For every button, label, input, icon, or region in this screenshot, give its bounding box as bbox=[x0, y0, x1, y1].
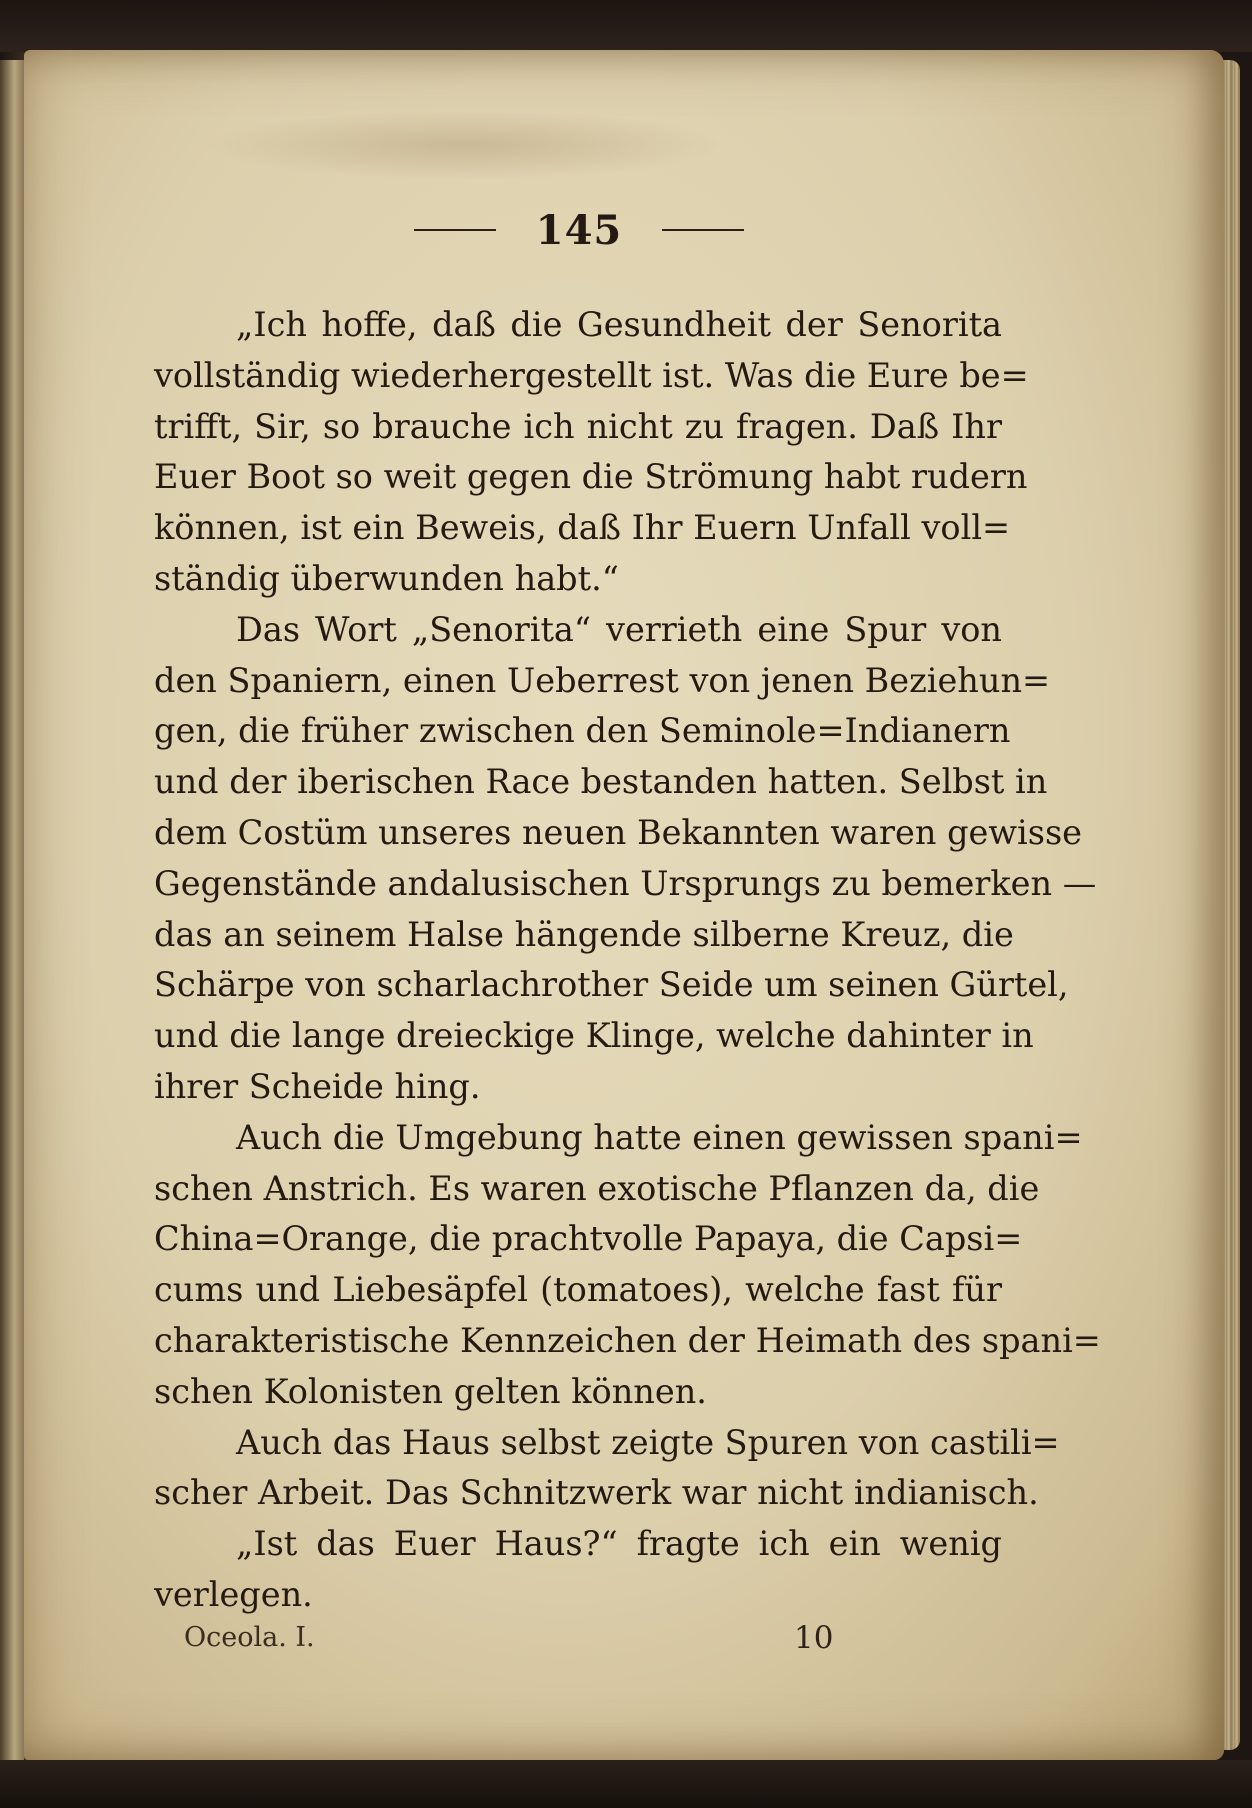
body-text bbox=[154, 300, 1101, 1621]
text-line: charakteristische Kennzeichen der Heimath des spani= bbox=[154, 1320, 1101, 1360]
text-line: cums und Liebesäpfel (tomatoes), welche fast für bbox=[154, 1270, 1002, 1310]
text-line: scher Arbeit. Das Schnitzwerk war nicht indianisch. bbox=[154, 1473, 1039, 1513]
text-line: schen Kolonisten gelten können. bbox=[154, 1371, 707, 1411]
scan-top-band bbox=[0, 0, 1252, 52]
text-line: ihrer Scheide hing. bbox=[154, 1066, 481, 1106]
text-line: verlegen. bbox=[154, 1574, 313, 1614]
text-line: China=Orange, die prachtvolle Papaya, die Capsi= bbox=[154, 1219, 1023, 1259]
book-page bbox=[24, 50, 1224, 1760]
text-line: Auch die Umgebung hatte einen gewissen spani= bbox=[236, 1117, 1083, 1157]
paper-stain bbox=[204, 110, 724, 180]
text-line: den Spaniern, einen Ueberrest von jenen Beziehun= bbox=[154, 660, 1051, 700]
page-header bbox=[24, 200, 1134, 260]
text-line: trifft, Sir, so brauche ich nicht zu fragen. Daß Ihr bbox=[154, 406, 1002, 446]
sheet-number: 10 bbox=[794, 1620, 834, 1656]
text-line: können, ist ein Beweis, daß Ihr Euern Unfall voll= bbox=[154, 508, 1011, 548]
text-line: Euer Boot so weit gegen die Strömung habt rudern bbox=[154, 457, 1028, 497]
text-line: Das Wort „Senorita“ verrieth eine Spur von bbox=[236, 609, 1002, 649]
text-line: und der iberischen Race bestanden hatten. Selbst in bbox=[154, 762, 1048, 802]
text-line: dem Costüm unseres neuen Bekannten waren gewisse bbox=[154, 812, 1082, 852]
binding-edge bbox=[0, 60, 24, 1780]
text-line: vollständig wiederhergestellt ist. Was die Eure be= bbox=[154, 355, 1029, 395]
page-number: 145 bbox=[535, 206, 623, 254]
text-line: schen Anstrich. Es waren exotische Pflanzen da, die bbox=[154, 1168, 1040, 1208]
text-line: gen, die früher zwischen den Seminole=Indianern bbox=[154, 711, 1011, 751]
text-line: Auch das Haus selbst zeigte Spuren von castili= bbox=[236, 1422, 1060, 1462]
header-rule-left bbox=[414, 229, 496, 231]
text-line: „Ich hoffe, daß die Gesundheit der Senorita bbox=[236, 305, 1002, 344]
text-line: ständig überwunden habt.“ bbox=[154, 558, 619, 598]
text-line: Gegenstände andalusischen Ursprungs zu bemerken — bbox=[154, 863, 1097, 903]
text-line: Schärpe von scharlachrother Seide um seinen Gürtel, bbox=[154, 965, 1069, 1005]
signature-mark: Oceola. I. bbox=[184, 1622, 315, 1653]
text-line: „Ist das Euer Haus?“ fragte ich ein wenig bbox=[236, 1524, 1002, 1564]
scan-bottom-band bbox=[0, 1760, 1252, 1808]
text-line: das an seinem Halse hängende silberne Kreuz, die bbox=[154, 914, 1014, 954]
text-line: und die lange dreieckige Klinge, welche dahinter in bbox=[154, 1016, 1034, 1056]
header-rule-right bbox=[662, 229, 744, 231]
